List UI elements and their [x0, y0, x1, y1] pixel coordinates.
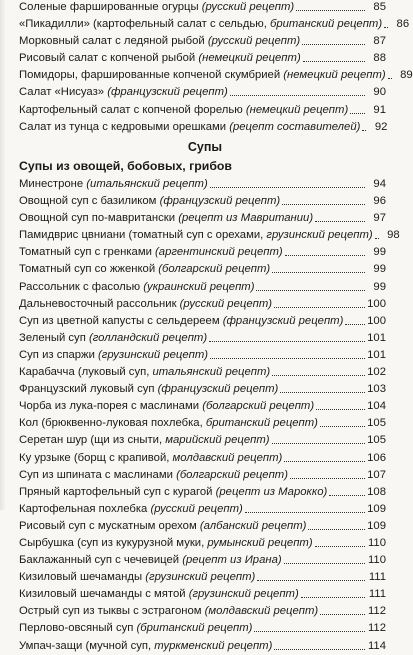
dot-leader [320, 603, 365, 615]
entry-title [19, 603, 318, 620]
dot-leader [301, 586, 365, 598]
salad-entries-list [19, 0, 413, 136]
recipe-name: Острый суп из тыквы с эстрагоном [19, 605, 205, 618]
toc-entry [19, 102, 386, 119]
recipe-name: Рассольник с фасолью [19, 280, 144, 293]
page-number: 105 [367, 434, 386, 447]
recipe-name: Дальневосточный рассольник [19, 297, 180, 310]
recipe-origin-note: (французский рецепт) [107, 86, 228, 99]
recipe-name: Кизиловый шечаманды [19, 571, 146, 584]
recipe-name: Кол (брюквенно-луковая похлебка, [19, 417, 206, 430]
recipe-origin-note: (французский рецепт) [157, 383, 279, 396]
page-number: 104 [367, 400, 386, 413]
page-number: 88 [373, 52, 386, 65]
dot-leader [272, 261, 365, 273]
entry-title [19, 518, 306, 535]
page-number: 102 [367, 366, 386, 379]
toc-entry [19, 603, 386, 620]
page-number: 109 [367, 502, 386, 515]
toc-entry [19, 347, 386, 364]
recipe-name: Овощной суп по-мавритански [19, 212, 179, 225]
dot-leader [315, 210, 365, 222]
dot-leader [284, 450, 365, 462]
page-number: 98 [387, 229, 400, 242]
dot-leader [254, 620, 365, 632]
recipe-origin-note: (грузинский рецепт) [98, 348, 209, 361]
entry-title [19, 50, 301, 67]
page-number: 86 [396, 18, 410, 31]
page-number: 110 [367, 554, 386, 567]
recipe-name: Умпач-защи (мучной суп, [19, 639, 155, 652]
toc-entry [19, 67, 413, 84]
recipe-origin-note: молдавский рецепт) [172, 451, 283, 464]
entry-title [19, 210, 313, 227]
recipe-name: Кизиловый шечаманды с мятой [19, 588, 189, 601]
page-number: 111 [368, 571, 386, 584]
page-number: 91 [373, 103, 386, 116]
recipe-origin-note: туркменский рецепт) [154, 639, 273, 652]
recipe-origin-note: румынский рецепт) [207, 536, 313, 549]
recipe-name: Ку урзыке (борщ с крапивой, [19, 451, 173, 464]
entry-title [19, 16, 382, 33]
dot-leader [388, 67, 392, 79]
recipe-name: Томатный суп со жженкой [19, 263, 159, 276]
recipe-name: Французский луковый суп [19, 383, 158, 396]
entry-title [19, 296, 272, 313]
recipe-name: Карабачча (луковый суп, [19, 366, 153, 379]
dot-leader [350, 102, 365, 114]
recipe-origin-note: (итальянский рецепт) [86, 178, 208, 190]
dot-leader [303, 50, 365, 62]
dot-leader [272, 432, 365, 444]
section-title: Супы [187, 140, 223, 154]
recipe-name: Пряный картофельный суп с курагой [19, 485, 216, 498]
page-number: 92 [374, 120, 388, 133]
dot-leader [362, 119, 366, 131]
dot-leader [384, 16, 388, 28]
page-number: 107 [367, 468, 386, 481]
dot-leader [274, 296, 365, 308]
toc-entry [19, 244, 386, 261]
recipe-origin-note: (албанский рецепт) [199, 519, 307, 532]
recipe-name: Рисовый суп с мускатным орехом [19, 519, 200, 532]
page-number: 101 [367, 331, 386, 344]
recipe-name: Минестроне [19, 178, 87, 190]
recipe-origin-note: британский рецепт) [270, 18, 383, 31]
entry-title [19, 381, 278, 398]
entry-title [19, 638, 272, 655]
toc-entry [19, 84, 386, 101]
page-number: 100 [367, 314, 386, 327]
recipe-origin-note: (молдавский рецепт) [204, 605, 319, 618]
toc-entry [19, 381, 386, 398]
recipe-origin-note: (французский рецепт) [222, 314, 344, 327]
entry-title [19, 620, 252, 637]
recipe-origin-note: грузинский рецепт) [266, 229, 373, 242]
dot-leader [209, 330, 365, 342]
dot-leader [315, 535, 365, 547]
dot-leader [210, 347, 365, 359]
recipe-name: Чорба из лука-порея с маслинами [19, 400, 203, 413]
dot-leader [345, 313, 365, 325]
recipe-origin-note: (французский рецепт) [159, 195, 281, 208]
toc-entry [19, 467, 386, 484]
entry-title [19, 193, 280, 210]
dot-leader [375, 227, 379, 239]
recipe-origin-note: (аргентинский рецепт) [155, 246, 283, 259]
recipe-name: Салат из тунца с кедровыми орешками [19, 120, 230, 133]
page-number: 105 [367, 417, 386, 430]
page-number: 99 [373, 280, 386, 293]
recipe-origin-note: марийский рецепт) [165, 434, 270, 447]
toc-entry [19, 552, 386, 569]
dot-leader [316, 398, 365, 410]
toc-entry [19, 501, 386, 518]
dot-leader [285, 244, 365, 256]
toc-entry [19, 50, 386, 67]
entry-title [19, 569, 255, 586]
recipe-name: Овощной суп с базиликом [19, 195, 160, 208]
dot-leader [274, 638, 365, 650]
recipe-name: Перлово-овсяный суп [19, 622, 137, 635]
toc-entry [19, 620, 386, 637]
dot-leader [210, 176, 365, 188]
recipe-origin-note: (британский рецепт) [136, 622, 253, 635]
dot-leader [257, 569, 365, 581]
entry-title [19, 313, 343, 330]
page-number: 112 [367, 605, 386, 618]
page-number: 111 [368, 588, 386, 601]
toc-entry [19, 586, 386, 603]
dot-leader [284, 552, 365, 564]
recipe-origin-note: (болгарский рецепт) [176, 468, 288, 481]
subsection-title: Супы из овощей, бобовых, грибов [19, 159, 232, 173]
recipe-name: Сырбушка (суп из кукурузной муки, [19, 536, 208, 549]
entry-title [19, 84, 228, 101]
entry-title [19, 535, 313, 552]
page-number: 97 [373, 212, 386, 225]
toc-entry [19, 364, 386, 381]
entry-title [19, 586, 299, 603]
recipe-name: Рисовый салат с копченой рыбой [19, 52, 199, 65]
entry-title [19, 501, 243, 518]
recipe-name: Соленые фаршированные огурцы [19, 1, 202, 13]
recipe-origin-note: (болгарский рецепт) [202, 400, 315, 413]
entry-title [19, 67, 386, 84]
entry-title [19, 450, 282, 467]
recipe-origin-note: британский рецепт) [205, 417, 318, 430]
entry-title [19, 330, 207, 347]
entry-title [19, 279, 254, 296]
entry-title [19, 552, 282, 569]
dot-leader [272, 364, 365, 376]
entry-title [19, 398, 314, 415]
toc-entry [19, 33, 386, 50]
toc-entry [19, 210, 386, 227]
recipe-origin-note: (рецепт из Мавритании) [178, 212, 314, 225]
recipe-name: Салат «Нисуаз» [19, 86, 108, 99]
dot-leader [230, 84, 365, 96]
recipe-origin-note: (рецепт из Марокко) [215, 485, 328, 498]
toc-entry [19, 518, 386, 535]
dot-leader [280, 381, 365, 393]
recipe-origin-note: (грузинский рецепт) [188, 588, 299, 601]
page-number: 96 [373, 195, 386, 208]
page-number: 108 [367, 485, 386, 498]
recipe-origin-note: (болгарский рецепт) [158, 263, 271, 276]
recipe-origin-note: (немецкий рецепт) [198, 52, 301, 65]
page-number: 106 [367, 451, 386, 464]
toc-entry [19, 279, 386, 296]
page-number: 99 [373, 246, 386, 259]
dot-leader [320, 415, 365, 427]
page-number: 85 [373, 1, 386, 13]
toc-entry [19, 313, 386, 330]
entry-title [19, 467, 288, 484]
dot-leader [256, 279, 365, 291]
recipe-name: «Пикадилли» (картофельный салат с сельдью, [19, 18, 271, 31]
recipe-name: Памидврис цвниани (томатный суп с орехами, [19, 229, 267, 242]
page-number: 87 [373, 35, 386, 48]
recipe-name: Баклажанный суп с чечевицей [19, 554, 183, 567]
dot-leader [245, 501, 365, 513]
recipe-name: Томатный суп с гренками [19, 246, 156, 259]
toc-entry [19, 0, 386, 16]
toc-entry [19, 119, 386, 136]
recipe-origin-note: (голландский рецепт) [88, 331, 208, 344]
page-number: 100 [367, 297, 386, 310]
toc-entry [19, 227, 400, 244]
dot-leader [296, 0, 365, 11]
page-number: 90 [373, 86, 386, 99]
dot-leader [290, 467, 365, 479]
recipe-origin-note: (русский рецепт) [201, 1, 295, 13]
page-number: 114 [367, 639, 386, 652]
entry-title [19, 261, 270, 278]
entry-title [19, 347, 208, 364]
soup-entries-list [19, 176, 400, 655]
entry-title [19, 415, 318, 432]
page-number: 109 [367, 519, 386, 532]
dot-leader [282, 193, 365, 205]
page-number: 99 [373, 263, 386, 276]
recipe-name: Суп из спаржи [19, 348, 99, 361]
entry-title [19, 102, 348, 119]
page-number: 110 [367, 536, 386, 549]
entry-title [19, 0, 294, 16]
recipe-name: Зеленый суп [19, 331, 89, 344]
toc-entry [19, 415, 386, 432]
recipe-name: Суп из цветной капусты с сельдереем [19, 314, 223, 327]
page-number: 101 [367, 348, 386, 361]
entry-title [19, 364, 270, 381]
dot-leader [308, 518, 365, 530]
entry-title [19, 484, 327, 501]
dot-leader [329, 484, 365, 496]
entry-title [19, 244, 283, 261]
entry-title [19, 33, 300, 50]
page-number: 94 [373, 178, 386, 190]
toc-entry [19, 16, 410, 33]
recipe-origin-note: (немецкий рецепт) [245, 103, 349, 116]
recipe-origin-note: (немецкий рецепт) [283, 69, 386, 82]
page-edge-shadow [0, 0, 6, 510]
entry-title [19, 119, 360, 136]
toc-entry [19, 261, 386, 278]
toc-entry [19, 330, 386, 347]
recipe-name: Помидоры, фаршированные копченой скумбрией [19, 69, 284, 82]
recipe-origin-note: итальянский рецепт) [152, 366, 271, 379]
recipe-origin-note: (русский рецепт) [150, 502, 243, 515]
recipe-origin-note: (русский рецепт) [207, 35, 301, 48]
recipe-name: Морковный салат с ледяной рыбой [19, 35, 208, 48]
toc-entry [19, 535, 386, 552]
entry-title [19, 176, 208, 193]
entry-title [19, 227, 373, 244]
toc-entry [19, 484, 386, 501]
toc-entry [19, 638, 386, 655]
dot-leader [302, 33, 365, 45]
recipe-name: Картофельный салат с копченой форелью [19, 103, 246, 116]
toc-entry [19, 193, 386, 210]
toc-entry [19, 450, 386, 467]
toc-entry [19, 398, 386, 415]
recipe-origin-note: (украинский рецепт) [143, 280, 255, 293]
toc-entry [19, 176, 386, 193]
recipe-name: Серетан шур (щи из сныти, [19, 434, 166, 447]
recipe-origin-note: (рецепт из Ирана) [182, 554, 282, 567]
toc-entry [19, 296, 386, 313]
entry-title [19, 432, 270, 449]
page-number: 89 [400, 69, 413, 82]
toc-entry [19, 432, 386, 449]
page-number: 112 [367, 622, 386, 635]
toc-entry [19, 569, 386, 586]
recipe-origin-note: (грузинский рецепт) [145, 571, 256, 584]
recipe-name: Картофельная похлебка [19, 502, 151, 515]
page-number: 103 [367, 383, 386, 396]
recipe-name: Суп из шпината с маслинами [19, 468, 177, 481]
recipe-origin-note: (русский рецепт) [179, 297, 273, 310]
recipe-origin-note: (рецепт составителей) [229, 120, 361, 133]
